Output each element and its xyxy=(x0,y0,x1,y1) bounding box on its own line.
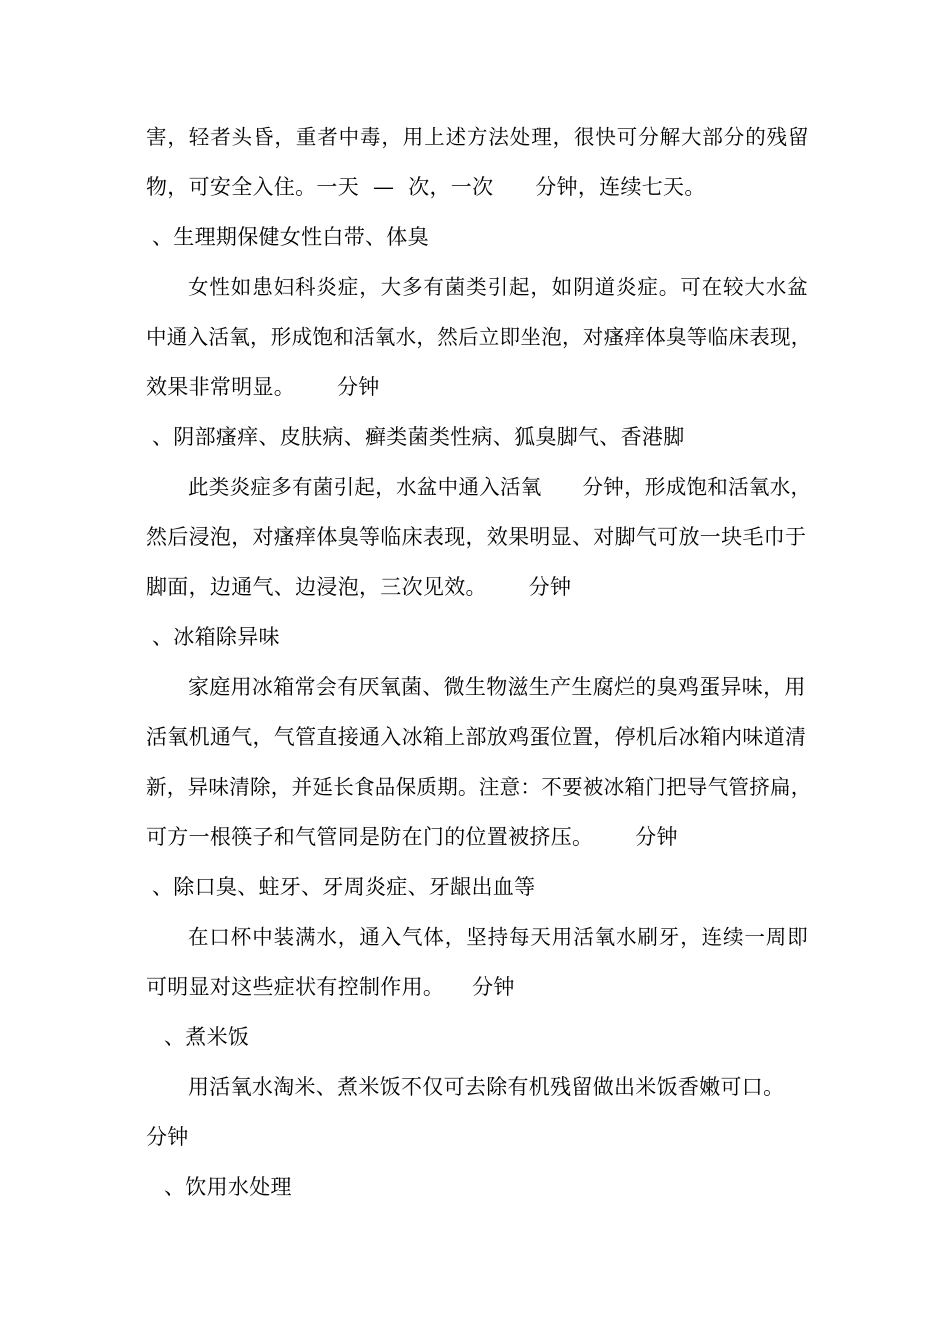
text-line: 分钟 xyxy=(146,1125,189,1149)
section-heading: 、煮米饭 xyxy=(164,1025,250,1049)
text-line: 活氧机通气，气管直接通入冰箱上部放鸡蛋位置，停机后冰箱内味道清 xyxy=(146,725,807,749)
section-heading: 、饮用水处理 xyxy=(164,1175,292,1199)
text-line: 新，异味清除，并延长食品保质期。注意：不要被冰箱门把导气管挤扁， xyxy=(146,775,812,799)
text-line: 然后浸泡，对瘙痒体臭等临床表现，效果明显、对脚气可放一块毛巾于 xyxy=(146,525,807,549)
text-line: 脚面，边通气、边浸泡，三次见效。 分钟 xyxy=(146,575,572,599)
section-heading: 、除口臭、蛀牙、牙周炎症、牙龈出血等 xyxy=(152,875,536,899)
text-line: 中通入活氧，形成饱和活氧水，然后立即坐泡，对瘙痒体臭等临床表现， xyxy=(146,325,812,349)
section-heading: 、冰箱除异味 xyxy=(152,625,280,649)
section-heading: 、生理期保健女性白带、体臭 xyxy=(152,225,429,249)
text-line: 可方一根筷子和气管同是防在门的位置被挤压。 分钟 xyxy=(146,825,678,849)
section-heading: 、阴部瘙痒、皮肤病、癣类菌类性病、狐臭脚气、香港脚 xyxy=(152,425,685,449)
paragraph-first-line: 在口杯中装满水，通入气体，坚持每天用活氧水刷牙，连续一周即 xyxy=(188,925,809,949)
paragraph-first-line: 用活氧水淘米、煮米饭不仅可去除有机残留做出米饭香嫩可口。 xyxy=(188,1075,785,1099)
text-line: 可明显对这些症状有控制作用。 分钟 xyxy=(146,975,515,999)
paragraph-first-line: 家庭用冰箱常会有厌氧菌、微生物滋生产生腐烂的臭鸡蛋异味，用 xyxy=(188,675,806,699)
text-line: 效果非常明显。 分钟 xyxy=(146,375,380,399)
paragraph-first-line: 女性如患妇科炎症，大多有菌类引起，如阴道炎症。可在较大水盆 xyxy=(188,275,809,299)
text-line: 物，可安全入住。一天 — 次，一次 分钟，连续七天。 xyxy=(146,175,706,199)
text-line: 害，轻者头昏，重者中毒，用上述方法处理，很快可分解大部分的残留 xyxy=(146,125,810,149)
paragraph-first-line: 此类炎症多有菌引起，水盆中通入活氧 分钟，形成饱和活氧水， xyxy=(188,475,812,499)
